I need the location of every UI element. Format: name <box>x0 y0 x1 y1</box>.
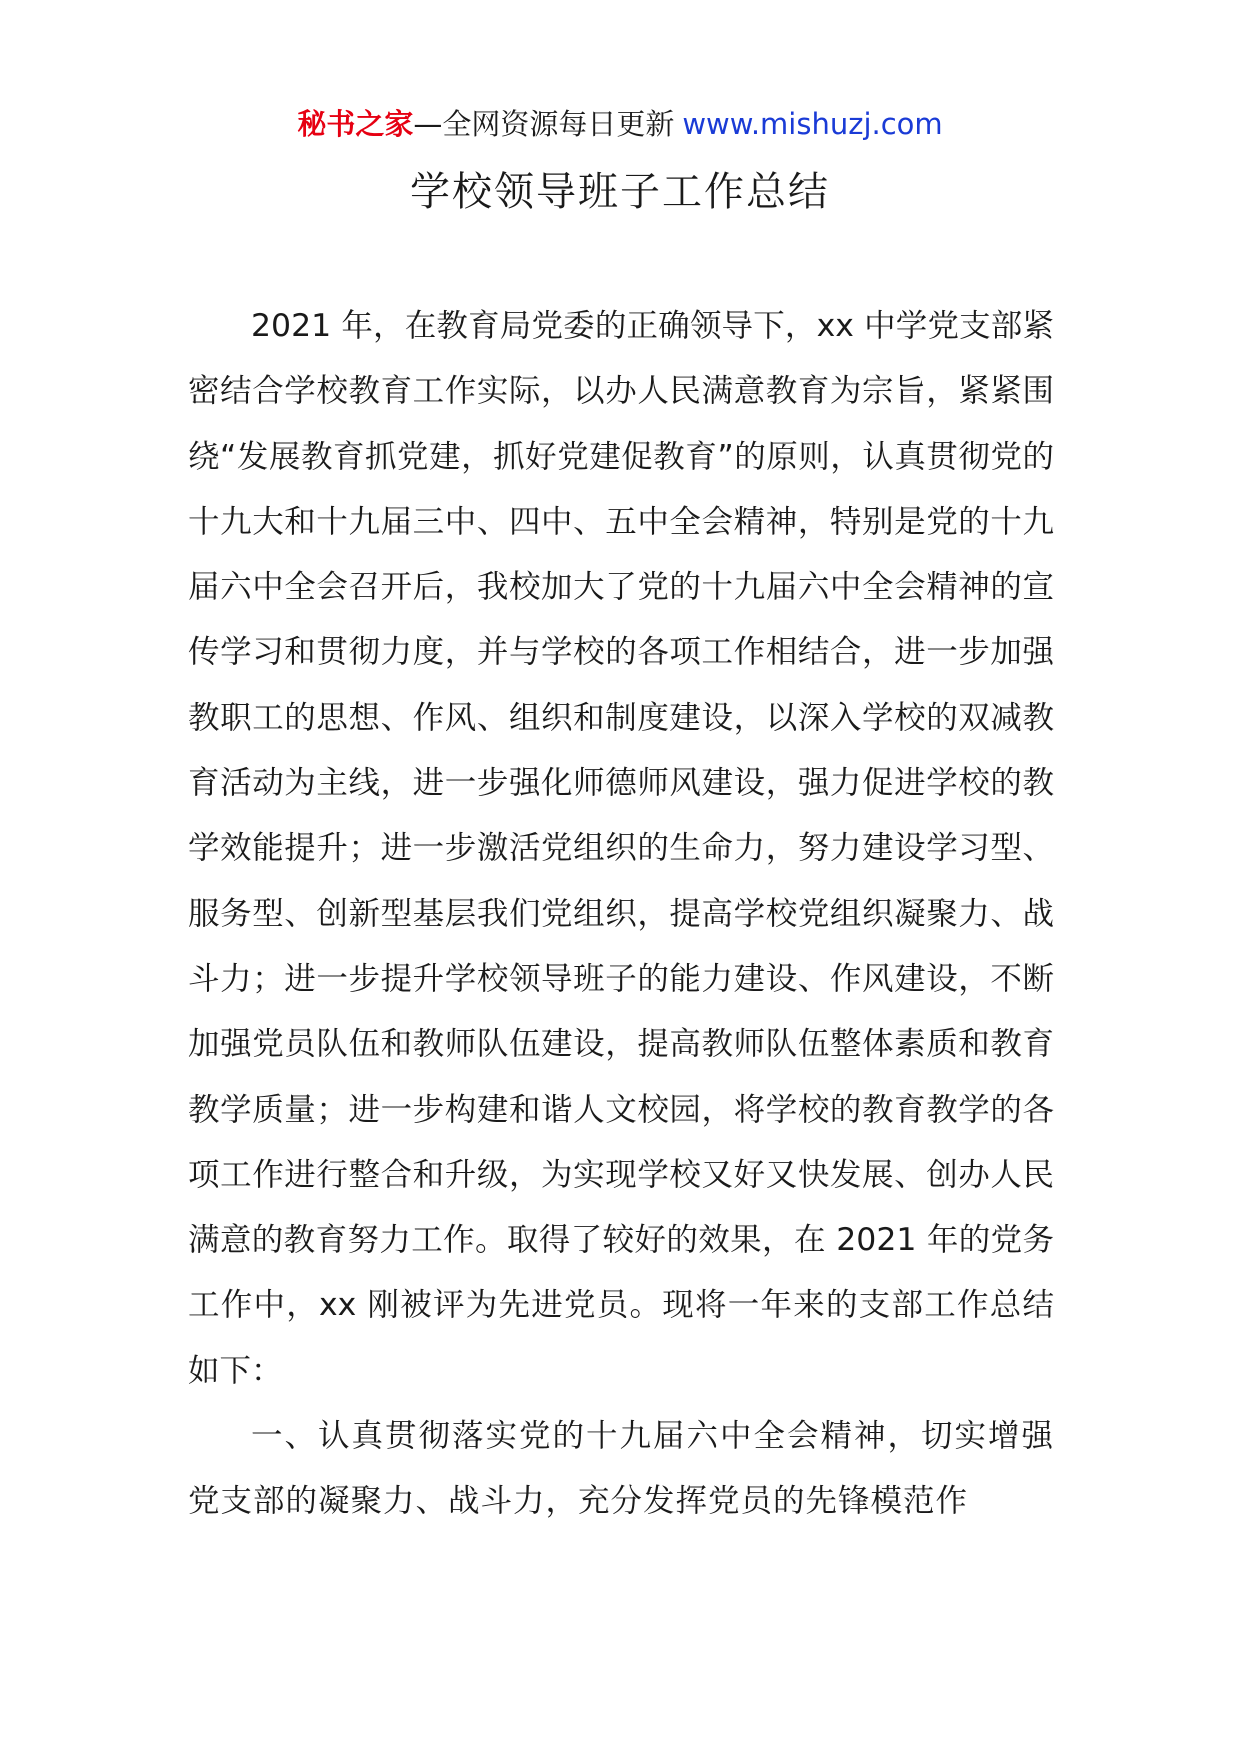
site-url-link[interactable]: www.mishuzj.com <box>682 107 943 141</box>
document-body <box>188 294 1054 1535</box>
site-header <box>0 104 1240 144</box>
intro-paragraph: 2021 年，在教育局党委的正确领导下，xx 中学党支部紧密结合学校教育工作实际，以办人民满意教育为宗旨，紧紧围绕“发展教育抓党建，抓好党建促教育”的原则，认真贯彻党的十九大和十九届三中、四中、五中全会精神，特别是党的十九届六中全会召开后，我校加大了党的十九届六中全会精神的宣传学习和贯彻力度，并与学校的各项工作相结合，进一步加强教职工的思想、作风、组织和制度建设，以深入学校的双减教育活动为主线，进一步强化师德师风建设，强力促进学校的教学效能提升；进一步激活党组织的生命力，努力建设学习型、服务型、创新型基层我们党组织，提高学校党组织凝聚力、战斗力；进一步提升学校领导班子的能力建设、作风建设，不断加强党员队伍和教师队伍建设，提高教师队伍整体素质和教育教学质量；进一步构建和谐人文校园，将学校的教育教学的各项工作进行整合和升级，为实现学校又好又快发展、创办人民满意的教育努力工作。取得了较好的效果，在 2021 年的党务工作中，xx 刚被评为先进党员。现将一年来的支部工作总结如下： <box>188 308 1054 1389</box>
section-heading-1: 一、认真贯彻落实党的十九届六中全会精神，切实增强党支部的凝聚力、战斗力，充分发挥党员的先锋模范作 <box>188 1418 1054 1520</box>
brand-name: 秘书之家 <box>297 107 414 141</box>
document-title: 学校领导班子工作总结 <box>410 169 830 215</box>
site-tagline: —全网资源每日更新 <box>413 107 675 141</box>
